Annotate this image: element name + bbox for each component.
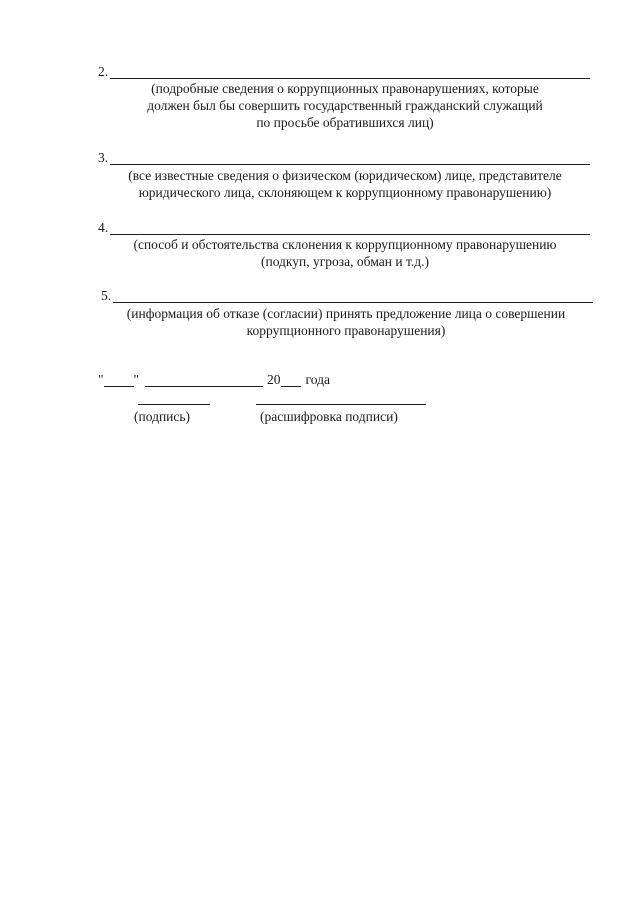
field-2-input-line[interactable] (110, 66, 590, 79)
field-4-row (98, 221, 590, 235)
caption-line: юридического лица, склоняющем к коррупционному правонарушению) (138, 185, 552, 200)
date-close-quote: " (133, 372, 140, 387)
caption-line: (подкуп, угроза, обман и т.д.) (260, 254, 430, 269)
field-3-row (98, 151, 590, 165)
signature-label: (подпись) (134, 409, 191, 424)
caption-line: (информация об отказе (согласии) принять предложение лица о совершении (126, 306, 566, 321)
field-4-caption (98, 236, 592, 270)
year-prefix: 20 (267, 372, 281, 387)
date-open-quote: " (98, 372, 104, 387)
year-suffix: года (305, 372, 330, 387)
caption-line: должен был бы совершить государственный гражданский служащий (147, 98, 543, 113)
field-2-caption (100, 80, 590, 131)
caption-line: коррупционного правонарушения) (246, 323, 446, 338)
caption-line: по просьбе обратившихся лиц) (256, 115, 434, 130)
signature-decoding-label: (расшифровка подписи) (260, 409, 398, 424)
field-2-number: 2. (98, 64, 109, 79)
field-4-number: 4. (98, 220, 109, 235)
caption-line: (все известные сведения о физическом (юридическом) лице, представителе (128, 168, 562, 183)
field-2-row (98, 65, 590, 79)
field-3-input-line[interactable] (110, 152, 590, 165)
year-input-line[interactable] (281, 374, 301, 387)
field-5-row (101, 289, 593, 303)
field-5-input-line[interactable] (113, 290, 593, 303)
caption-line: (способ и обстоятельства склонения к коррупционному правонарушению (133, 237, 557, 252)
field-5-number: 5. (101, 288, 112, 303)
field-5-caption (98, 305, 594, 339)
signature-decoding-input-line[interactable] (256, 403, 426, 405)
field-3-number: 3. (98, 150, 109, 165)
day-input-line[interactable] (104, 374, 134, 387)
signature-input-line[interactable] (138, 403, 210, 405)
month-input-line[interactable] (145, 374, 263, 387)
field-4-input-line[interactable] (110, 222, 590, 235)
caption-line: (подробные сведения о коррупционных правонарушениях, которые (151, 81, 539, 96)
date-line (98, 373, 330, 387)
field-3-caption (98, 167, 592, 201)
